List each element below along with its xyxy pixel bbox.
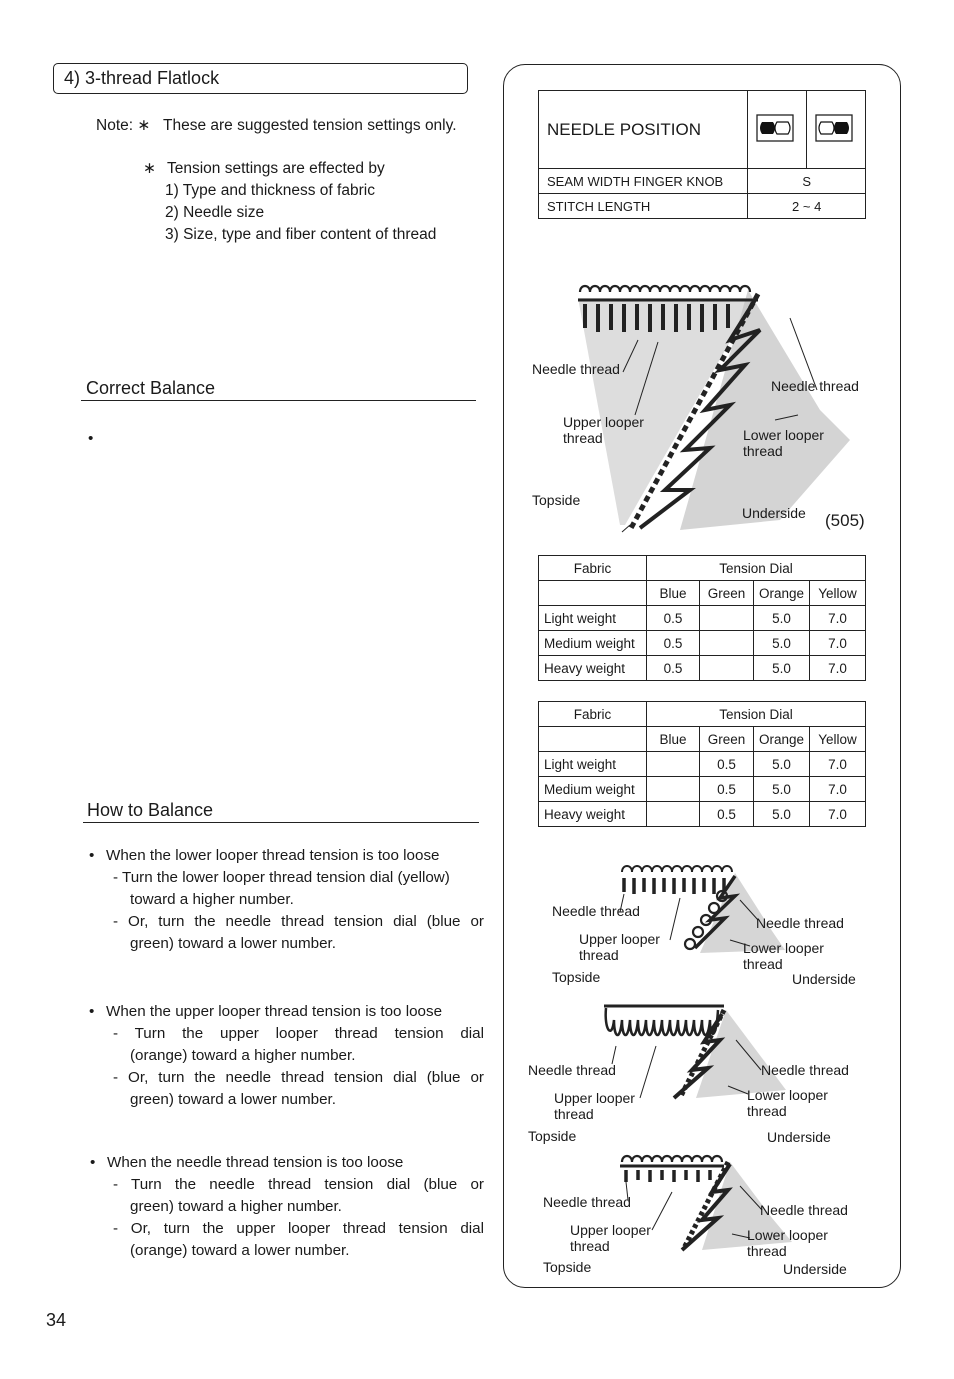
upper-looper-label: thread bbox=[570, 1238, 610, 1254]
needle-position-header: NEEDLE POSITION bbox=[539, 91, 748, 169]
upper-looper-label: thread bbox=[563, 430, 603, 446]
value-yellow: 7.0 bbox=[810, 606, 866, 631]
column-orange: Orange bbox=[754, 727, 810, 752]
stitch-code: (505) bbox=[825, 511, 865, 530]
case-title: When the needle thread tension is too loose bbox=[107, 1154, 404, 1171]
value-blue bbox=[647, 752, 700, 777]
case-bullet: • bbox=[89, 1003, 95, 1020]
value-yellow: 7.0 bbox=[810, 656, 866, 681]
upper-looper-label: Upper looper bbox=[563, 414, 644, 430]
value-green: 0.5 bbox=[700, 752, 754, 777]
case-line: - Turn the lower looper thread tension dial (yellow) bbox=[113, 869, 450, 886]
tension-dial-header: Tension Dial bbox=[647, 556, 866, 581]
topside-label: Topside bbox=[552, 969, 601, 985]
value-blue bbox=[647, 802, 700, 827]
case-line: - Or, turn the needle thread tension dial (blue or bbox=[113, 913, 484, 930]
needle-thread-label: Needle thread bbox=[761, 1062, 849, 1078]
lower-looper-label: thread bbox=[747, 1243, 787, 1259]
seam-width-value: S bbox=[748, 169, 866, 194]
upper-looper-label: Upper looper bbox=[570, 1222, 651, 1238]
value-green bbox=[700, 606, 754, 631]
column-yellow: Yellow bbox=[810, 581, 866, 606]
underside-label: Underside bbox=[792, 971, 856, 987]
value-blue: 0.5 bbox=[647, 606, 700, 631]
case-bullet: • bbox=[89, 847, 95, 864]
tension-table-left-needle bbox=[538, 555, 866, 681]
needle-thread-label: Needle thread bbox=[771, 378, 859, 394]
case-line: - Or, turn the needle thread tension dial (blue or bbox=[113, 1069, 484, 1086]
lower-looper-label: Lower looper bbox=[743, 940, 824, 956]
lower-looper-label: thread bbox=[743, 443, 783, 459]
needle-thread-label: Needle thread bbox=[532, 361, 620, 377]
case-line: green) toward a higher number. bbox=[130, 1198, 342, 1215]
note-item: 2) Needle size bbox=[165, 204, 265, 221]
section-title: 4) 3-thread Flatlock bbox=[64, 68, 220, 88]
case-line: toward a higher number. bbox=[130, 891, 294, 908]
row-light-weight: Light weight bbox=[539, 752, 647, 777]
row-heavy-weight: Heavy weight bbox=[539, 802, 647, 827]
value-orange: 5.0 bbox=[754, 777, 810, 802]
row-light-weight: Light weight bbox=[539, 606, 647, 631]
needle-position-table bbox=[538, 90, 866, 219]
correct-balance-heading-text: Correct Balance bbox=[86, 378, 216, 398]
needle-thread-label: Needle thread bbox=[760, 1202, 848, 1218]
lower-looper-label: thread bbox=[743, 956, 783, 972]
tension-table-right-needle bbox=[538, 701, 866, 827]
empty-cell bbox=[539, 581, 647, 606]
value-yellow: 7.0 bbox=[810, 777, 866, 802]
needle-left-icon-cell bbox=[748, 91, 807, 169]
upper-looper-label: Upper looper bbox=[554, 1090, 635, 1106]
note-item: 3) Size, type and fiber content of thread bbox=[165, 226, 437, 243]
needle-right-position-icon bbox=[815, 114, 853, 142]
note-suggested: These are suggested tension settings only. bbox=[163, 117, 457, 134]
empty-cell bbox=[539, 727, 647, 752]
case-line: (orange) toward a lower number. bbox=[130, 1242, 350, 1259]
underside-label: Underside bbox=[767, 1129, 831, 1145]
case-line: - Turn the upper looper thread tension dial bbox=[113, 1025, 484, 1042]
tension-dial-header: Tension Dial bbox=[647, 702, 866, 727]
row-medium-weight: Medium weight bbox=[539, 777, 647, 802]
case-bullet: • bbox=[90, 1154, 96, 1171]
needle-right-icon-cell bbox=[807, 91, 866, 169]
upper-looper-label: thread bbox=[554, 1106, 594, 1122]
value-orange: 5.0 bbox=[754, 656, 810, 681]
how-to-balance-heading-text: How to Balance bbox=[87, 800, 214, 820]
lower-looper-label: Lower looper bbox=[743, 427, 824, 443]
fabric-header: Fabric bbox=[539, 556, 647, 581]
fabric-header: Fabric bbox=[539, 702, 647, 727]
case-line: (orange) toward a higher number. bbox=[130, 1047, 356, 1064]
value-orange: 5.0 bbox=[754, 752, 810, 777]
value-blue: 0.5 bbox=[647, 656, 700, 681]
column-yellow: Yellow bbox=[810, 727, 866, 752]
needle-thread-label: Needle thread bbox=[552, 903, 640, 919]
value-yellow: 7.0 bbox=[810, 752, 866, 777]
value-blue bbox=[647, 777, 700, 802]
value-yellow: 7.0 bbox=[810, 631, 866, 656]
column-orange: Orange bbox=[754, 581, 810, 606]
row-heavy-weight: Heavy weight bbox=[539, 656, 647, 681]
seam-width-label: SEAM WIDTH FINGER KNOB bbox=[539, 169, 748, 194]
underside-label: Underside bbox=[783, 1261, 847, 1277]
note-asterisk: ∗ bbox=[143, 160, 156, 177]
value-green bbox=[700, 656, 754, 681]
upper-looper-label: thread bbox=[579, 947, 619, 963]
column-green: Green bbox=[700, 581, 754, 606]
value-orange: 5.0 bbox=[754, 802, 810, 827]
column-blue: Blue bbox=[647, 581, 700, 606]
row-medium-weight: Medium weight bbox=[539, 631, 647, 656]
stitch-length-label: STITCH LENGTH bbox=[539, 194, 748, 219]
correct-balance-bullet: • bbox=[88, 430, 94, 447]
value-orange: 5.0 bbox=[754, 631, 810, 656]
upper-loop-row bbox=[578, 286, 758, 300]
flatlock-stitch-diagram bbox=[530, 270, 870, 540]
needle-thread-label: Needle thread bbox=[543, 1194, 631, 1210]
lower-looper-label: Lower looper bbox=[747, 1087, 828, 1103]
case-line: green) toward a lower number. bbox=[130, 935, 336, 952]
how-to-balance-heading bbox=[83, 800, 479, 823]
needle-left-position-icon bbox=[756, 114, 794, 142]
case-title: When the lower looper thread tension is too loose bbox=[106, 847, 440, 864]
upper-looper-label: Upper looper bbox=[579, 931, 660, 947]
note-item: 1) Type and thickness of fabric bbox=[165, 182, 375, 199]
topside-label: Topside bbox=[528, 1128, 577, 1144]
note-effected: Tension settings are effected by bbox=[167, 160, 385, 177]
page-number: 34 bbox=[46, 1310, 67, 1330]
value-green: 0.5 bbox=[700, 777, 754, 802]
lower-looper-label: Lower looper bbox=[747, 1227, 828, 1243]
underside-label: Underside bbox=[742, 505, 806, 521]
value-green bbox=[700, 631, 754, 656]
topside-label: Topside bbox=[543, 1259, 592, 1275]
column-green: Green bbox=[700, 727, 754, 752]
column-blue: Blue bbox=[647, 727, 700, 752]
lower-looper-label: thread bbox=[747, 1103, 787, 1119]
needle-thread-label: Needle thread bbox=[528, 1062, 616, 1078]
case-line: - Or, turn the upper looper thread tension dial bbox=[113, 1220, 484, 1237]
stitch-length-value: 2 ~ 4 bbox=[748, 194, 866, 219]
needle-thread-label: Needle thread bbox=[756, 915, 844, 931]
case-line: - Turn the needle thread tension dial (blue or bbox=[113, 1176, 484, 1193]
section-title-box bbox=[53, 63, 468, 94]
value-green: 0.5 bbox=[700, 802, 754, 827]
case-line: green) toward a lower number. bbox=[130, 1091, 336, 1108]
value-blue: 0.5 bbox=[647, 631, 700, 656]
topside-label: Topside bbox=[532, 492, 581, 508]
case-title: When the upper looper thread tension is too loose bbox=[106, 1003, 443, 1020]
correct-balance-heading bbox=[81, 378, 476, 401]
value-yellow: 7.0 bbox=[810, 802, 866, 827]
note-prefix: Note: ∗ bbox=[96, 117, 151, 134]
value-orange: 5.0 bbox=[754, 606, 810, 631]
